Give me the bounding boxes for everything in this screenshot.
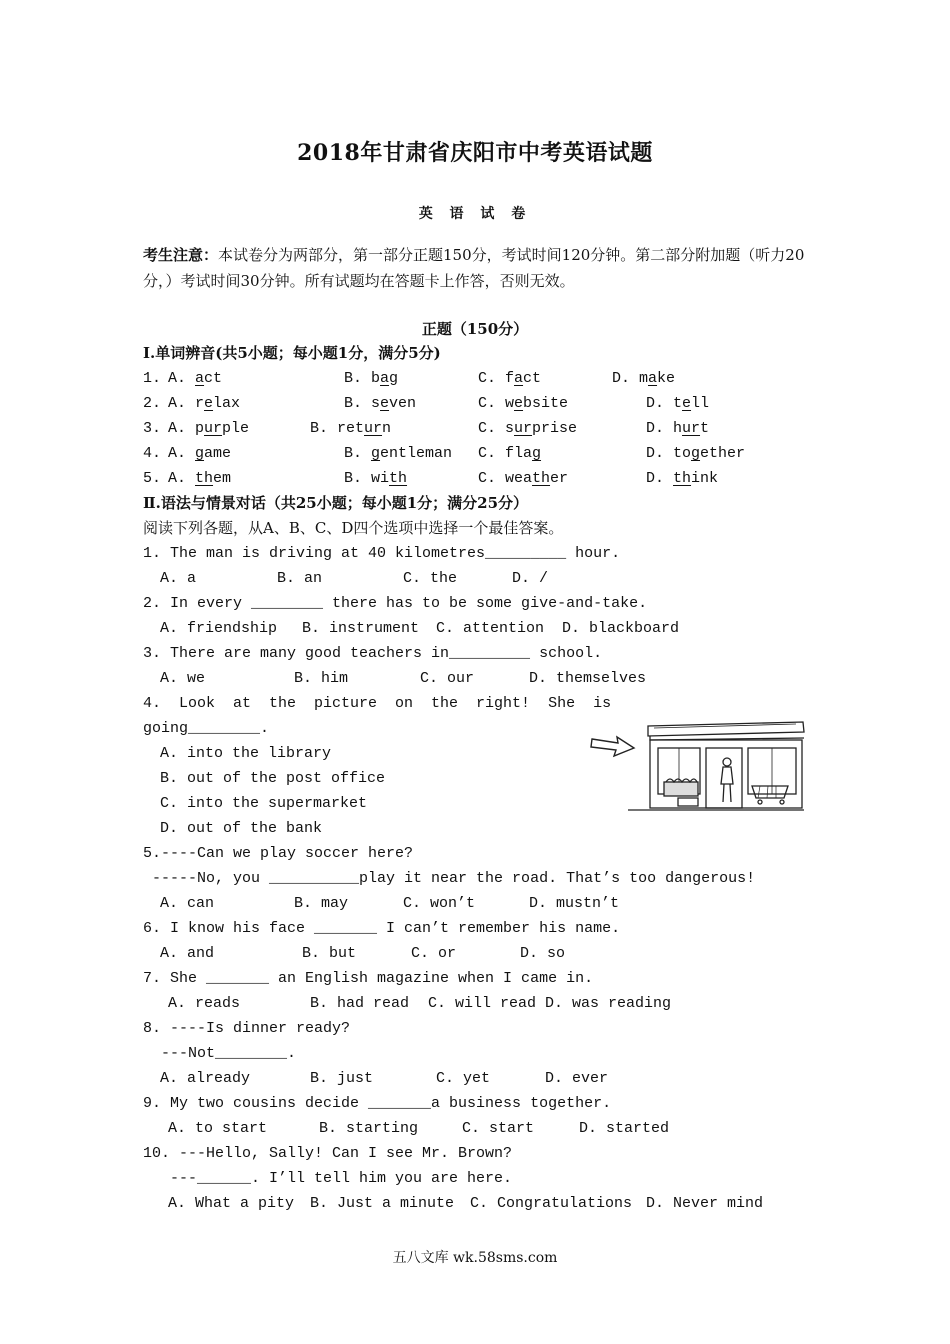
- q8-option-c: C. yet: [436, 1070, 491, 1087]
- notice-text: 本试卷分为两部分，第一部分正题150分，考试时间120分钟。第二部分附加题（听力20分，）考试时间30分钟。所有试题均在答题卡上作答，否则无效。: [143, 246, 805, 290]
- phonetics-option-c: C. weather: [478, 470, 569, 487]
- phonetics-option-d: D. hurt: [646, 420, 710, 437]
- q10-option-d: D. Never mind: [646, 1195, 764, 1212]
- question-2: 2. In every ________ there has to be some give-and-take.: [143, 595, 648, 612]
- q2-option-c: C. attention: [436, 620, 545, 637]
- footer-watermark: 五八文库 wk.58sms.com: [392, 1250, 558, 1266]
- phonetics-option-d: D. make: [612, 370, 676, 387]
- q5-option-c: C. won’t: [403, 895, 476, 912]
- phonetics-option-b: B. seven: [344, 395, 417, 412]
- q3-option-c: C. our: [420, 670, 475, 687]
- question-10-line2: ---______. I’ll tell him you are here.: [143, 1170, 513, 1187]
- phonetics-option-b: B. with: [344, 470, 408, 487]
- phonetics-option-a: A. purple: [168, 420, 250, 437]
- page-title: 2018年甘肃省庆阳市中考英语试题: [297, 140, 653, 166]
- shop-building: [628, 722, 804, 810]
- q4-option-c: C. into the supermarket: [160, 795, 368, 812]
- phonetics-option-c: C. website: [478, 395, 569, 412]
- q4-option-b: B. out of the post office: [160, 770, 386, 787]
- q3-option-a: A. we: [160, 670, 206, 687]
- q2-option-a: A. friendship: [160, 620, 278, 637]
- q10-option-b: B. Just a minute: [310, 1195, 455, 1212]
- question-5-line2: -----No, you __________play it near the road. That’s too dangerous!: [143, 870, 756, 887]
- arrow-icon: [591, 737, 634, 756]
- q5-option-b: B. may: [294, 895, 349, 912]
- phonetics-row-number: 4.: [143, 445, 162, 462]
- phonetics-row-number: 1.: [143, 370, 162, 387]
- phonetics-option-c: C. fact: [478, 370, 542, 387]
- phonetics-option-a: A. them: [168, 470, 232, 487]
- q4-option-d: D. out of the bank: [160, 820, 323, 837]
- question-1: 1. The man is driving at 40 kilometres_________ hour.: [143, 545, 621, 562]
- q9-option-b: B. starting: [319, 1120, 419, 1137]
- q3-option-b: B. him: [294, 670, 349, 687]
- phonetics-option-d: D. together: [646, 445, 746, 462]
- question-8-line1: 8. ----Is dinner ready?: [143, 1020, 351, 1037]
- q1-option-c: C. the: [403, 570, 458, 587]
- q1-option-b: B. an: [277, 570, 323, 587]
- part2-instruction: 阅读下列各题，从A、B、C、D四个选项中选择一个最佳答案。: [143, 519, 564, 537]
- question-3: 3. There are many good teachers in_________ school.: [143, 645, 603, 662]
- q10-option-c: C. Congratulations: [470, 1195, 633, 1212]
- q7-option-a: A. reads: [168, 995, 241, 1012]
- phonetics-option-d: D. think: [646, 470, 719, 487]
- storefront-picture: [588, 718, 808, 818]
- q1-option-d: D. /: [512, 570, 549, 587]
- q6-option-c: C. or: [411, 945, 457, 962]
- q5-option-d: D. mustn’t: [529, 895, 620, 912]
- part2-header: Ⅱ.语法与情景对话（共25小题；每小题1分；满分25分）: [143, 494, 529, 512]
- q2-option-b: B. instrument: [302, 620, 420, 637]
- q2-option-d: D. blackboard: [562, 620, 680, 637]
- q9-option-a: A. to start: [168, 1120, 268, 1137]
- exam-notice: [143, 242, 813, 294]
- question-10-line1: 10. ---Hello, Sally! Can I see Mr. Brown?: [143, 1145, 513, 1162]
- phonetics-option-d: D. tell: [646, 395, 710, 412]
- q6-option-a: A. and: [160, 945, 215, 962]
- q7-option-b: B. had read: [310, 995, 410, 1012]
- question-5-line1: 5.----Can we play soccer here?: [143, 845, 414, 862]
- q5-option-a: A. can: [160, 895, 215, 912]
- phonetics-option-c: C. surprise: [478, 420, 578, 437]
- q7-option-c: C. will read: [428, 995, 537, 1012]
- question-6: 6. I know his face _______ I can’t remember his name.: [143, 920, 621, 937]
- q6-option-d: D. so: [520, 945, 566, 962]
- q8-option-b: B. just: [310, 1070, 374, 1087]
- q1-option-a: A. a: [160, 570, 197, 587]
- phonetics-option-b: B. bag: [344, 370, 399, 387]
- q4-option-a: A. into the library: [160, 745, 332, 762]
- phonetics-option-b: B. return: [310, 420, 392, 437]
- question-7: 7. She _______ an English magazine when I came in.: [143, 970, 594, 987]
- question-9: 9. My two cousins decide _______a business together.: [143, 1095, 612, 1112]
- q7-option-d: D. was reading: [545, 995, 672, 1012]
- q8-option-a: A. already: [160, 1070, 251, 1087]
- q3-option-d: D. themselves: [529, 670, 647, 687]
- phonetics-option-a: A. act: [168, 370, 223, 387]
- phonetics-option-a: A. game: [168, 445, 232, 462]
- q10-option-a: A. What a pity: [168, 1195, 295, 1212]
- question-8-line2: ---Not________.: [143, 1045, 297, 1062]
- phonetics-row-number: 3.: [143, 420, 162, 437]
- phonetics-option-c: C. flag: [478, 445, 542, 462]
- phonetics-option-a: A. relax: [168, 395, 241, 412]
- q9-option-c: C. start: [462, 1120, 535, 1137]
- question-4-line1: 4. Look at the picture on the right! She is: [143, 695, 612, 712]
- phonetics-option-b: B. gentleman: [344, 445, 453, 462]
- main-section-title: 正题（150分）: [421, 320, 529, 338]
- q6-option-b: B. but: [302, 945, 357, 962]
- notice-label: 考生注意：: [143, 246, 219, 264]
- paper-subtitle: 英 语 试 卷: [418, 206, 532, 222]
- q8-option-d: D. ever: [545, 1070, 609, 1087]
- q9-option-d: D. started: [579, 1120, 670, 1137]
- phonetics-row-number: 5.: [143, 470, 162, 487]
- part1-header: I.单词辨音(共5小题；每小题1分，满分5分): [143, 344, 441, 362]
- phonetics-row-number: 2.: [143, 395, 162, 412]
- question-4-line2: going________.: [143, 720, 270, 737]
